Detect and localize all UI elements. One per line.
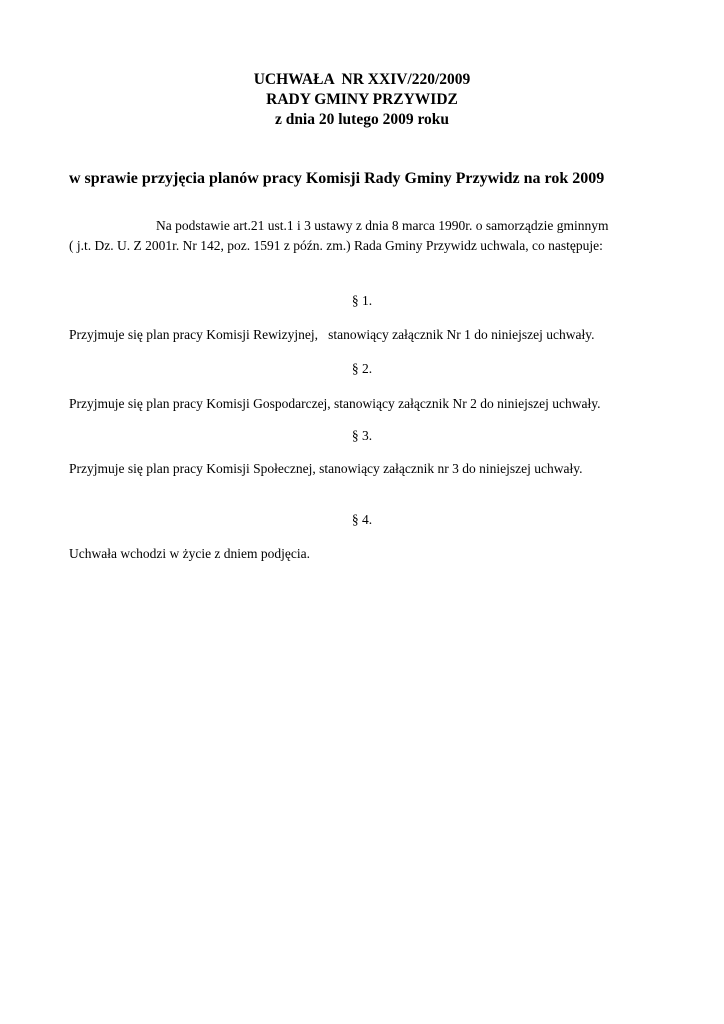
section-1-text: Przyjmuje się plan pracy Komisji Rewizyjnej, stanowiący załącznik Nr 1 do niniejszej uchwały. — [69, 327, 595, 342]
resolution-date-heading: z dnia 20 lutego 2009 roku — [274, 111, 450, 128]
resolution-subject: w sprawie przyjęcia planów pracy Komisji Rady Gminy Przywidz na rok 2009 — [69, 170, 605, 187]
section-3-text: Przyjmuje się plan pracy Komisji Społecznej, stanowiący załącznik nr 3 do niniejszej uchwały. — [69, 461, 583, 476]
section-2-text: Przyjmuje się plan pracy Komisji Gospodarczej, stanowiący załącznik Nr 2 do niniejszej uchwały. — [69, 396, 601, 411]
section-3-mark: § 3. — [351, 428, 373, 443]
section-1-mark: § 1. — [351, 293, 373, 308]
preamble-line-2: ( j.t. Dz. U. Z 2001r. Nr 142, poz. 1591 z późn. zm.) Rada Gminy Przywidz uchwala, co następuje: — [69, 238, 603, 253]
section-2-mark: § 2. — [351, 361, 373, 376]
resolution-number-heading: UCHWAŁA NR XXIV/220/2009 — [253, 71, 471, 88]
preamble-line-1: Na podstawie art.21 ust.1 i 3 ustawy z dnia 8 marca 1990r. o samorządzie gminnym — [156, 218, 609, 233]
council-name-heading: RADY GMINY PRZYWIDZ — [266, 91, 458, 108]
section-4-text: Uchwała wchodzi w życie z dniem podjęcia. — [69, 546, 311, 561]
section-4-mark: § 4. — [351, 512, 373, 527]
